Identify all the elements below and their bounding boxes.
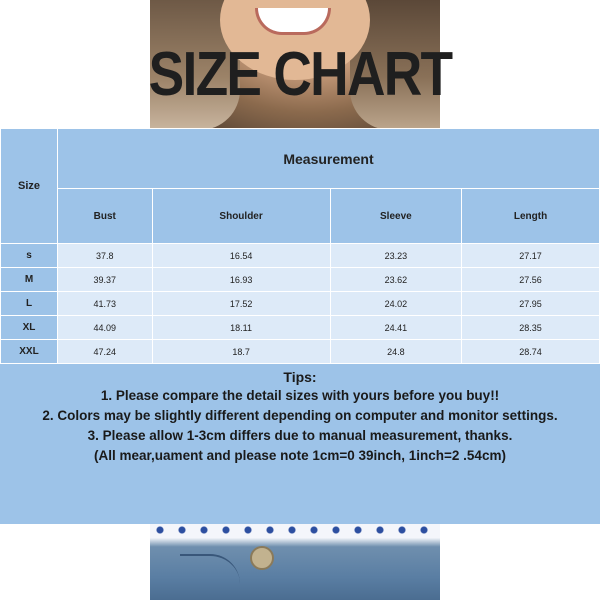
table-row — [1, 340, 600, 364]
jeans-button — [250, 546, 274, 570]
column-header-length: Length — [462, 189, 600, 244]
column-header-bust: Bust — [58, 189, 153, 244]
table-row — [1, 292, 600, 316]
shoulder-cell: 18.7 — [152, 340, 330, 364]
bust-cell: 39.37 — [58, 268, 153, 292]
sleeve-cell: 24.02 — [330, 292, 461, 316]
size-table — [0, 128, 600, 364]
sleeve-cell: 24.8 — [330, 340, 461, 364]
column-header-shoulder: Shoulder — [152, 189, 330, 244]
column-header-sleeve: Sleeve — [330, 189, 461, 244]
table-row — [1, 316, 600, 340]
bust-cell: 41.73 — [58, 292, 153, 316]
sleeve-cell: 24.41 — [330, 316, 461, 340]
table-row — [1, 244, 600, 268]
size-column-header: Size — [1, 129, 58, 244]
shoulder-cell: 17.52 — [152, 292, 330, 316]
length-cell: 28.74 — [462, 340, 600, 364]
size-label: M — [1, 268, 58, 292]
shoulder-cell: 18.11 — [152, 316, 330, 340]
jeans-pocket — [180, 554, 240, 600]
size-label: L — [1, 292, 58, 316]
page-title: SIZE CHART — [148, 40, 452, 109]
tips-section — [0, 368, 600, 466]
tip-line: 2. Colors may be slightly different depending on computer and monitor settings. — [42, 408, 558, 423]
bust-cell: 44.09 — [58, 316, 153, 340]
measurement-header: Measurement — [58, 129, 600, 189]
size-label: s — [1, 244, 58, 268]
length-cell: 28.35 — [462, 316, 600, 340]
size-label: XXL — [1, 340, 58, 364]
shoulder-cell: 16.54 — [152, 244, 330, 268]
bust-cell: 37.8 — [58, 244, 153, 268]
shoulder-cell: 16.93 — [152, 268, 330, 292]
length-cell: 27.56 — [462, 268, 600, 292]
sleeve-cell: 23.62 — [330, 268, 461, 292]
floral-shirt-hem — [150, 524, 440, 538]
size-label: XL — [1, 316, 58, 340]
model-photo-bottom — [150, 524, 440, 600]
length-cell: 27.95 — [462, 292, 600, 316]
tip-line: (All mear,uament and please note 1cm=0 39inch, 1inch=2 .54cm) — [94, 448, 506, 463]
tip-line: 3. Please allow 1-3cm differs due to manual measurement, thanks. — [87, 428, 513, 443]
table-row — [1, 268, 600, 292]
length-cell: 27.17 — [462, 244, 600, 268]
sleeve-cell: 23.23 — [330, 244, 461, 268]
tips-title: Tips: — [283, 369, 317, 385]
tip-line: 1. Please compare the detail sizes with yours before you buy!! — [100, 388, 500, 403]
bust-cell: 47.24 — [58, 340, 153, 364]
size-chart-panel — [0, 128, 600, 524]
